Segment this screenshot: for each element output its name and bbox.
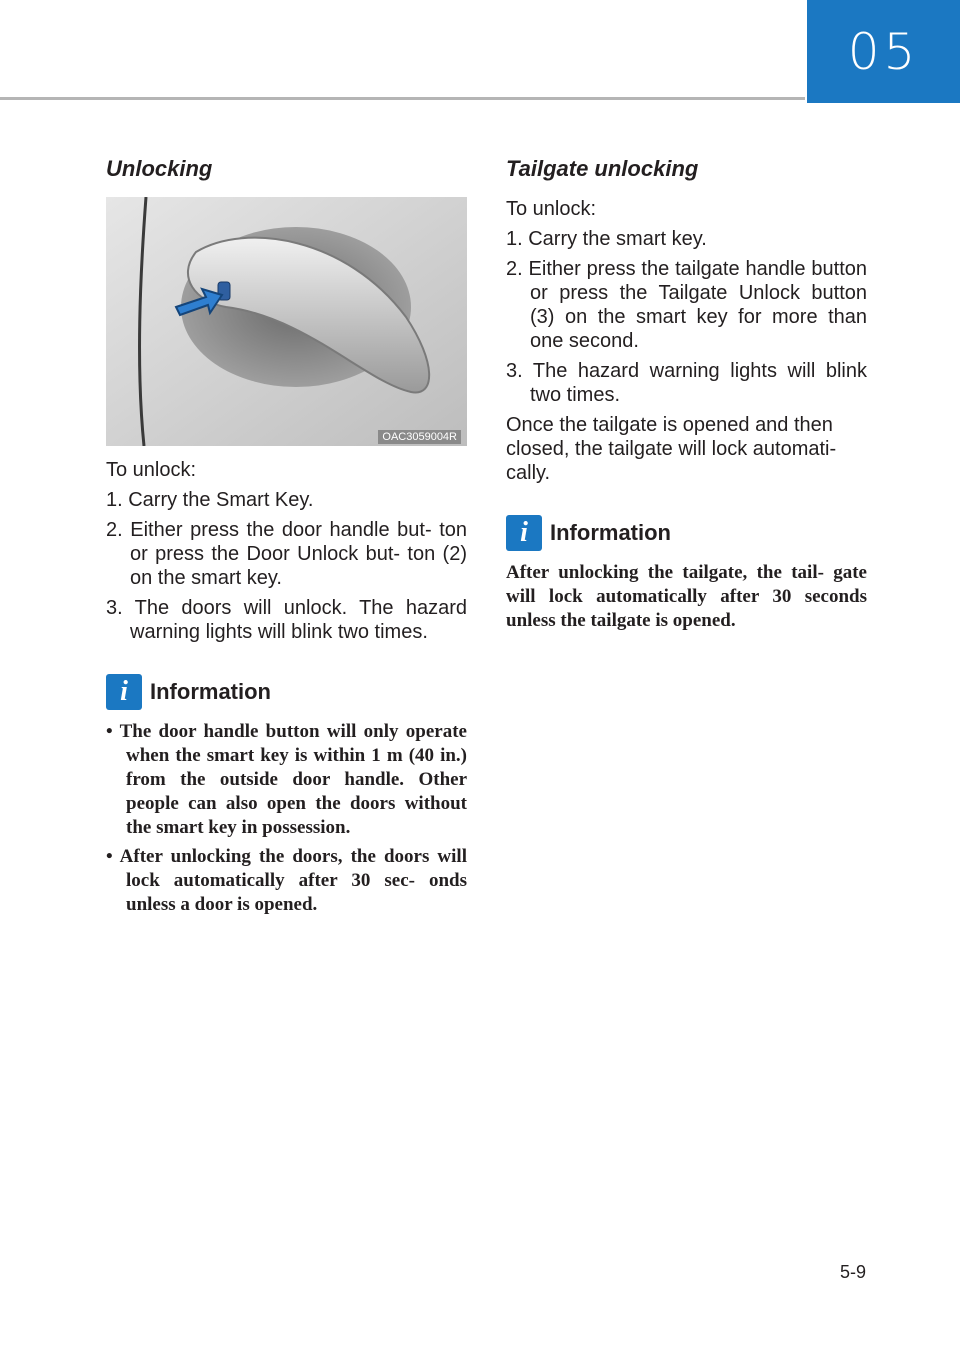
step-item: 2. Either press the door handle but- ton or press the Door Unlock but- ton (2) on the smart key. [106, 519, 467, 589]
tailgate-unlocking-section [506, 156, 867, 633]
information-header [106, 674, 467, 710]
information-icon: i [506, 515, 542, 551]
step-item: 2. Either press the tailgate handle button or press the Tailgate Unlock button (3) on the smart key for more than one second. [506, 258, 867, 352]
tailgate-steps [506, 227, 867, 407]
door-handle-figure [106, 197, 467, 446]
information-item: • The door handle button will only operate when the smart key is within 1 m (40 in.) from the outside door handle. Other people can also open the doors without the smart key in possession. [106, 721, 467, 838]
step-item: 3. The doors will unlock. The hazard warning lights will blink two times. [106, 597, 467, 643]
door-handle-illustration [106, 197, 467, 446]
information-list [106, 720, 467, 917]
tailgate-note: Once the tailgate is opened and then closed, the tailgate will lock automati- cally. [506, 414, 837, 484]
information-title: Information [150, 679, 271, 704]
step-item: 1. Carry the smart key. [506, 228, 707, 250]
information-header [506, 515, 867, 551]
unlock-steps [106, 488, 467, 644]
page-number: 5-9 [840, 1262, 867, 1282]
section-heading: Unlocking [106, 156, 213, 181]
information-item: • After unlocking the doors, the doors will lock automatically after 30 sec- onds unless a door is opened. [106, 846, 467, 915]
intro-text: To unlock: [106, 459, 197, 481]
information-text: After unlocking the tailgate, the tail- gate will lock automatically after 30 seconds unless the tailgate is opened. [506, 562, 867, 631]
section-heading: Tailgate unlocking [506, 156, 699, 181]
information-title: Information [550, 520, 671, 545]
chapter-tab: 05 [807, 0, 960, 103]
step-item: 3. The hazard warning lights will blink two times. [506, 360, 867, 406]
unlocking-section [106, 156, 467, 922]
intro-text: To unlock: [506, 198, 597, 220]
step-item: 1. Carry the Smart Key. [106, 489, 314, 511]
information-icon: i [106, 674, 142, 710]
figure-code: OAC3059004R [378, 430, 461, 444]
header-rule [0, 97, 805, 100]
